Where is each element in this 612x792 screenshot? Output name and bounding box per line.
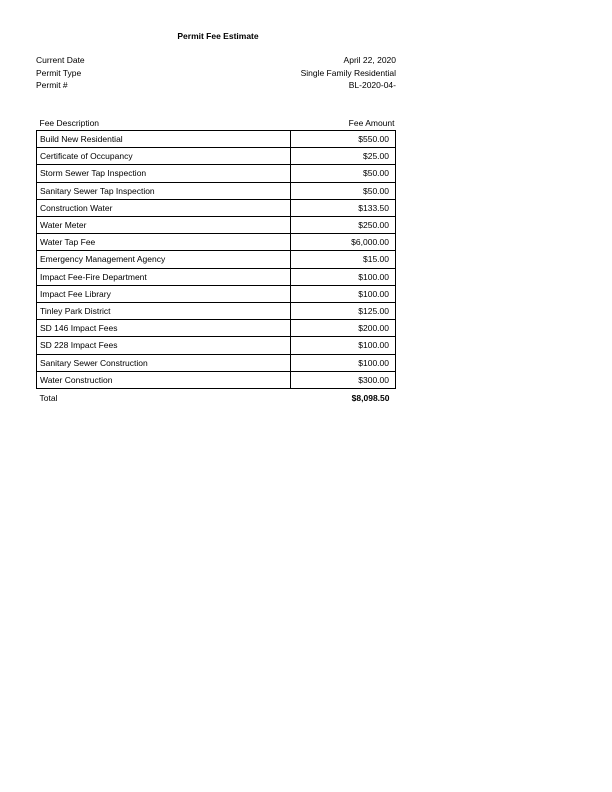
- fee-table: [36, 114, 396, 407]
- fee-description: Water Construction: [37, 371, 291, 388]
- table-row: [37, 371, 396, 388]
- fee-table-body: [37, 131, 396, 408]
- total-value: $8,098.50: [351, 393, 390, 404]
- fee-amount: $133.50: [291, 199, 396, 216]
- fee-description: Storm Sewer Tap Inspection: [37, 165, 291, 182]
- fee-amount: $50.00: [291, 182, 396, 199]
- fee-description: Water Tap Fee: [37, 234, 291, 251]
- fee-amount: $6,000.00: [291, 234, 396, 251]
- fee-amount: $200.00: [291, 320, 396, 337]
- total-label: Total: [39, 393, 58, 404]
- table-row: [37, 165, 396, 182]
- fee-description: Impact Fee Library: [37, 285, 291, 302]
- fee-amount: $125.00: [291, 303, 396, 320]
- permit-number-value: BL-2020-04-: [348, 80, 396, 90]
- fee-amount: $250.00: [291, 217, 396, 234]
- fee-table-header: [37, 114, 396, 131]
- table-row: [37, 320, 396, 337]
- table-row: [37, 148, 396, 165]
- current-date-value: April 22, 2020: [343, 55, 396, 65]
- fee-amount: $15.00: [291, 251, 396, 268]
- permit-type-value: Single Family Residential: [300, 67, 396, 78]
- table-row: [37, 251, 396, 268]
- permit-meta: [36, 54, 396, 92]
- fee-amount: $300.00: [291, 371, 396, 388]
- fee-description: Water Meter: [37, 217, 291, 234]
- fee-description: SD 228 Impact Fees: [37, 337, 291, 354]
- fee-amount-header: Fee Amount: [348, 118, 395, 128]
- fee-amount: $550.00: [291, 131, 396, 148]
- fee-amount: $100.00: [291, 268, 396, 285]
- table-row: [37, 285, 396, 302]
- fee-description: Certificate of Occupancy: [37, 148, 291, 165]
- permit-type-label: Permit Type: [36, 67, 82, 78]
- fee-amount: $50.00: [291, 165, 396, 182]
- fee-description: Tinley Park District: [37, 303, 291, 320]
- fee-amount: $100.00: [291, 285, 396, 302]
- fee-description: SD 146 Impact Fees: [37, 320, 291, 337]
- permit-type-row: [36, 67, 396, 80]
- fee-amount: $100.00: [291, 354, 396, 371]
- table-row: [37, 234, 396, 251]
- table-row: [37, 217, 396, 234]
- fee-description: Impact Fee-Fire Department: [37, 268, 291, 285]
- fee-amount: $25.00: [291, 148, 396, 165]
- permit-number-row: [36, 79, 396, 92]
- fee-description: Sanitary Sewer Construction: [37, 354, 291, 371]
- current-date-label: Current Date: [36, 55, 85, 65]
- fee-description: Sanitary Sewer Tap Inspection: [37, 182, 291, 199]
- permit-number-label: Permit #: [36, 80, 68, 90]
- table-row: [37, 131, 396, 148]
- table-row: [37, 199, 396, 216]
- fee-description: Construction Water: [37, 199, 291, 216]
- fee-description-header: Fee Description: [39, 118, 100, 128]
- table-row: [37, 182, 396, 199]
- fee-description: Build New Residential: [37, 131, 291, 148]
- fee-description: Emergency Management Agency: [37, 251, 291, 268]
- fee-amount: $100.00: [291, 337, 396, 354]
- total-row: [37, 389, 396, 408]
- page-title: Permit Fee Estimate: [177, 31, 259, 41]
- table-row: [37, 303, 396, 320]
- current-date-row: [36, 54, 396, 67]
- table-row: [37, 354, 396, 371]
- table-row: [37, 268, 396, 285]
- table-row: [37, 337, 396, 354]
